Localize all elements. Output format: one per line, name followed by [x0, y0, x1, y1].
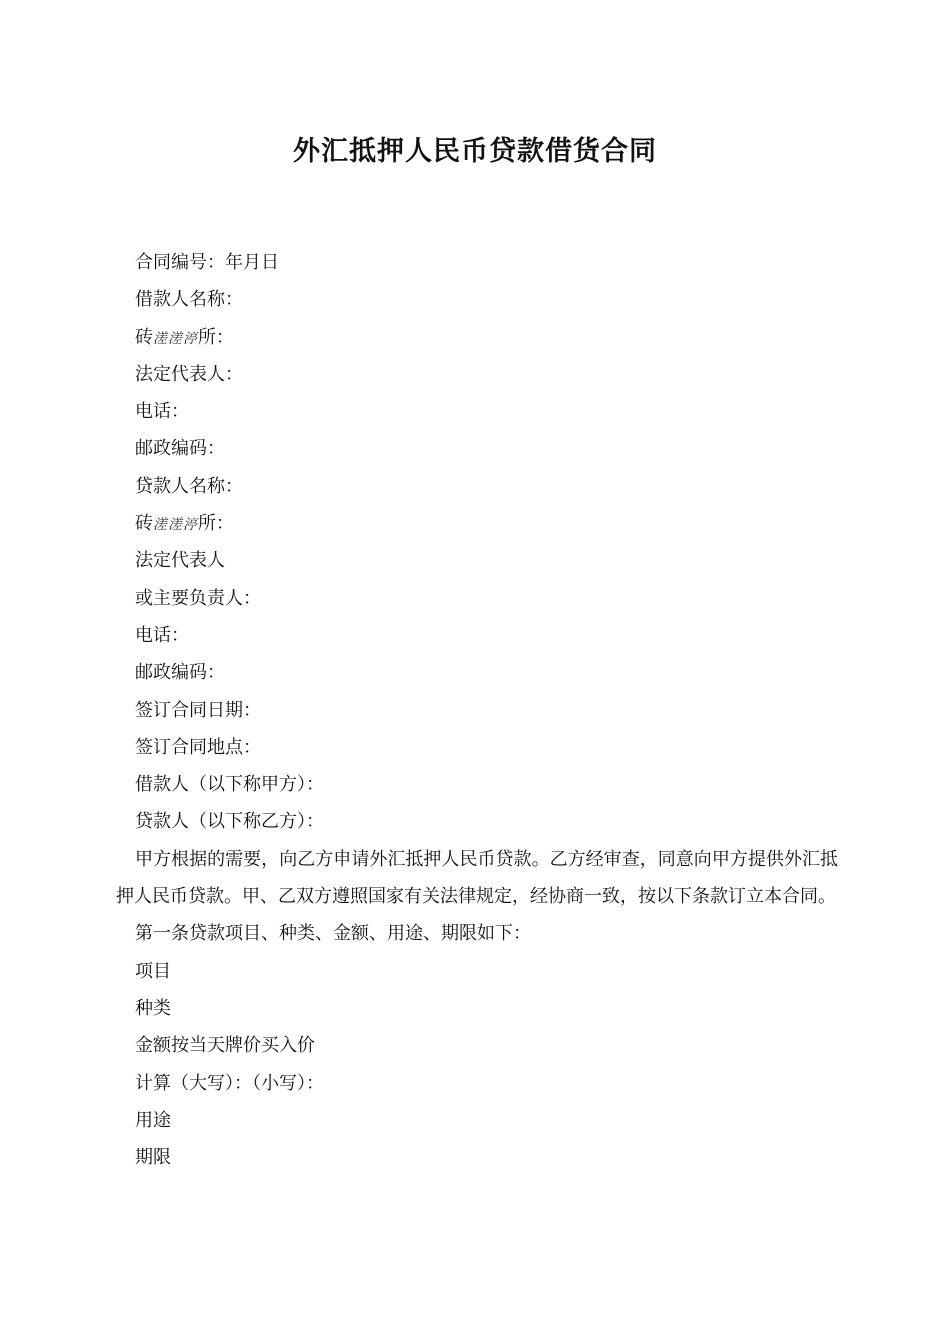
item-type-line: 种类 — [135, 997, 171, 1019]
borrower-postcode-line: 邮政编码： — [135, 438, 225, 460]
lender-principal-line: 或主要负责人： — [135, 587, 261, 609]
item-term-line: 期限 — [135, 1147, 171, 1169]
party-b-line: 贷款人（以下称乙方）： — [135, 811, 324, 833]
article-one-line: 第一条贷款项目、种类、金额、用途、期限如下： — [135, 923, 531, 945]
signing-date-line: 签订合同日期： — [135, 699, 261, 721]
item-purpose-line: 用途 — [135, 1109, 171, 1131]
address-suffix: 所： — [198, 326, 234, 348]
document-title: 外汇抵押人民币贷款借货合同 — [293, 136, 657, 167]
address-prefix: 砖 — [135, 513, 153, 535]
address-script-text: 溠溠渟 — [153, 330, 198, 347]
preamble-paragraph: 甲方根据的需要，向乙方申请外汇抵押人民币贷款。乙方经审查，同意向甲方提供外汇抵押人民币贷款。甲、乙双方遵照国家有关法律规定，经协商一致，按以下条款订立本合同。 — [116, 848, 838, 908]
item-calculation-line: 计算（大写）：（小写）： — [135, 1072, 324, 1094]
lender-phone-line: 电话： — [135, 624, 189, 646]
borrower-address-line — [116, 319, 838, 356]
contract-number-line: 合同编号：年月日 — [135, 252, 279, 273]
address-prefix: 砖 — [135, 326, 153, 348]
address-script-text: 溠溠渟 — [153, 517, 198, 534]
address-suffix: 所： — [198, 513, 234, 535]
party-a-line: 借款人（以下称甲方）： — [135, 774, 324, 796]
signing-place-line: 签订合同地点： — [135, 736, 261, 758]
borrower-legal-rep-line: 法定代表人： — [135, 363, 243, 385]
borrower-phone-line: 电话： — [135, 401, 189, 423]
lender-address-line — [116, 505, 838, 542]
document-body — [116, 244, 838, 1176]
borrower-name-line: 借款人名称： — [135, 289, 243, 311]
lender-postcode-line: 邮政编码： — [135, 662, 225, 684]
item-project-line: 项目 — [135, 960, 171, 982]
lender-legal-rep-line: 法定代表人 — [135, 550, 225, 572]
lender-name-line: 贷款人名称： — [135, 475, 243, 497]
item-amount-line: 金额按当天牌价买入价 — [135, 1035, 315, 1057]
